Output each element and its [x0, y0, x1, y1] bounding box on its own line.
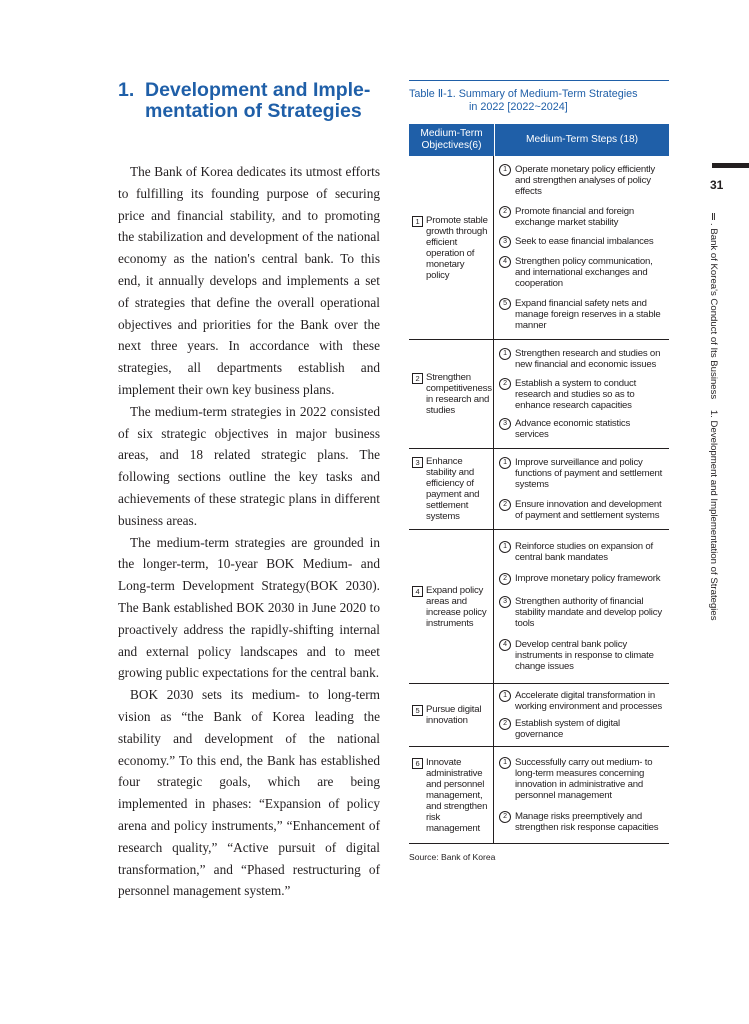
step-number: 2 — [499, 378, 511, 390]
step-number: 5 — [499, 298, 511, 310]
objective-number: 4 — [412, 586, 423, 597]
step-text: Expand financial safety nets and manage foreign reserves in a stable manner — [515, 297, 661, 331]
step-item — [494, 757, 669, 801]
step-text: Improve surveillance and policy functions of payment and settlement systems — [515, 457, 663, 491]
step-number: 2 — [499, 718, 511, 730]
step-number: 2 — [499, 573, 511, 585]
step-item — [494, 718, 669, 740]
step-item — [494, 418, 669, 440]
step-item — [494, 298, 669, 331]
step-text: Accelerate digital transformation in working environment and processes — [515, 690, 662, 712]
table-header — [409, 124, 669, 156]
step-item — [494, 164, 669, 197]
objective-number: 3 — [412, 457, 423, 468]
step-number: 4 — [499, 256, 511, 268]
step-number: 2 — [499, 206, 511, 218]
step-item — [494, 541, 669, 563]
body-paragraph: The medium-term strategies are grounded in the longer-term, 10-year BOK Medium- and Long-term Development Strategy(BOK 2030). The Bank established BOK 2030 in June 2020 to proactively address the rapidly-shifting internal and external policy landscapes and to meet growing public expectations for the central bank. — [118, 534, 380, 681]
step-text: Manage risks preemptively and strengthen risk response capacities — [515, 811, 659, 833]
section-number: 1. — [118, 79, 135, 101]
running-header-chapter: Ⅱ. Bank of Korea's Conduct of Its Business — [708, 212, 719, 400]
step-number: 2 — [499, 811, 511, 823]
step-number: 1 — [499, 690, 511, 702]
table-row-group — [409, 747, 669, 844]
step-item — [494, 206, 669, 228]
objective-number: 6 — [412, 758, 423, 769]
table-row-group — [409, 156, 669, 340]
table-row-group — [409, 530, 669, 684]
step-text: Advance economic statistics services — [515, 418, 631, 441]
table-row-group — [409, 684, 669, 747]
step-number: 1 — [499, 164, 511, 176]
steps-cell — [494, 156, 669, 339]
step-item — [494, 811, 669, 833]
objective-text: Pursue digital innovation — [426, 704, 482, 726]
objective-number: 1 — [412, 216, 423, 227]
step-number: 4 — [499, 639, 511, 651]
step-text: Establish a system to conduct research and studies so as to enhance research capacities — [515, 377, 637, 411]
step-number: 1 — [499, 457, 511, 469]
step-number: 1 — [499, 348, 511, 360]
body-paragraph: BOK 2030 sets its medium- to long-term vision as “the Bank of Korea leading the stability and development of the national economy.” To this end, the Bank has established four strategic goals, which are being implemented in phases: “Expansion of policy arena and policy instruments,” “Enhancement of research quality,” “Active pursuit of digital transformation,” and “Phased restructuring of personnel management system.” — [118, 687, 380, 899]
section-title — [118, 80, 393, 122]
table-row-group — [409, 340, 669, 449]
step-item — [494, 378, 669, 411]
steps-cell — [494, 684, 669, 746]
steps-cell — [494, 340, 669, 448]
step-text: Establish system of digital governance — [515, 718, 620, 740]
step-text: Operate monetary policy efficiently and strengthen analyses of policy effects — [515, 164, 655, 198]
step-item — [494, 690, 669, 712]
step-item — [494, 499, 669, 521]
objective-cell — [409, 449, 494, 529]
objective-cell — [409, 340, 494, 448]
strategy-table — [409, 124, 669, 844]
objective-text: Expand policy areas and increase policy instruments — [426, 584, 487, 629]
step-item — [494, 596, 669, 629]
step-text: Ensure innovation and development of payment and settlement systems — [515, 498, 662, 521]
steps-cell — [494, 449, 669, 529]
running-header-subsection: 1. Development and Implementation of Strategies — [708, 409, 719, 621]
objective-text: Enhance stability and efficiency of payment and settlement systems — [426, 456, 480, 522]
step-text: Improve monetary policy framework — [515, 573, 661, 585]
running-header — [706, 212, 720, 621]
body-paragraph: The Bank of Korea dedicates its utmost efforts to fulfilling its founding purpose of securing price and financial stability, and to promoting the stabilization and development of the national economy as the nation's central bank. To this end, it annually develops and implements a set of strategies that define the overall operational objectives and priorities for the Bank over the next three years. In accordance with these strategies, all departments establish and implement their own key business plans. — [118, 164, 380, 397]
step-text: Seek to ease financial imbalances — [515, 235, 654, 247]
section-title-line2: mentation of Strategies — [145, 100, 362, 122]
step-text: Successfully carry out medium- to long-term measures concerning innovation in administrative and personnel management — [515, 757, 653, 801]
objective-number: 5 — [412, 705, 423, 716]
step-item — [494, 457, 669, 490]
header-objectives: Medium-Term Objectives(6) — [409, 124, 495, 156]
step-item — [494, 348, 669, 370]
step-text: Develop central bank policy instruments in response to climate change issues — [515, 639, 654, 673]
step-text: Reinforce studies on expansion of central bank mandates — [515, 540, 653, 563]
objective-text: Promote stable growth through efficient operation of monetary policy — [426, 214, 488, 281]
step-number: 3 — [499, 236, 511, 248]
running-header-text — [706, 212, 720, 621]
side-tab-bar — [712, 163, 749, 168]
body-text — [118, 161, 380, 902]
step-number: 1 — [499, 541, 511, 553]
header-steps: Medium-Term Steps (18) — [525, 134, 639, 145]
step-text: Promote financial and foreign exchange market stability — [515, 205, 634, 228]
objective-cell — [409, 684, 494, 746]
objective-text: Innovate administrative and personnel management, and strengthen risk management — [426, 756, 488, 834]
objective-text: Strengthen competitiveness in research and studies — [426, 372, 492, 416]
step-number: 3 — [499, 596, 511, 608]
steps-cell — [494, 747, 669, 843]
steps-cell — [494, 530, 669, 683]
step-item — [494, 236, 669, 248]
step-text: Strengthen research and studies on new financial and economic issues — [515, 347, 661, 370]
objective-cell — [409, 747, 494, 843]
step-item — [494, 639, 669, 672]
step-text: Strengthen authority of financial stability mandate and develop policy tools — [515, 595, 662, 629]
body-paragraph: The medium-term strategies in 2022 consisted of six strategic objectives in major business areas, and 18 related strategic plans. The following sections outline the key tasks and achievements of these strategic plans in different business areas. — [118, 403, 380, 528]
step-text: Strengthen policy communication, and international exchanges and cooperation — [515, 256, 653, 290]
step-number: 2 — [499, 499, 511, 511]
table-caption-line1: Table Ⅱ-1. Summary of Medium-Term Strategies — [409, 88, 638, 100]
objective-cell — [409, 156, 494, 339]
section-title-line1: Development and Imple- — [145, 79, 371, 101]
page-number: 31 — [710, 178, 724, 192]
table-caption-line2: in 2022 [2022~2024] — [469, 100, 568, 113]
table-row-group — [409, 449, 669, 530]
table-caption — [409, 80, 669, 113]
objective-cell — [409, 530, 494, 683]
table-source: Source: Bank of Korea — [409, 852, 496, 862]
step-item — [494, 256, 669, 289]
step-number: 1 — [499, 757, 511, 769]
objective-number: 2 — [412, 373, 423, 384]
step-number: 3 — [499, 418, 511, 430]
step-item — [494, 573, 669, 585]
